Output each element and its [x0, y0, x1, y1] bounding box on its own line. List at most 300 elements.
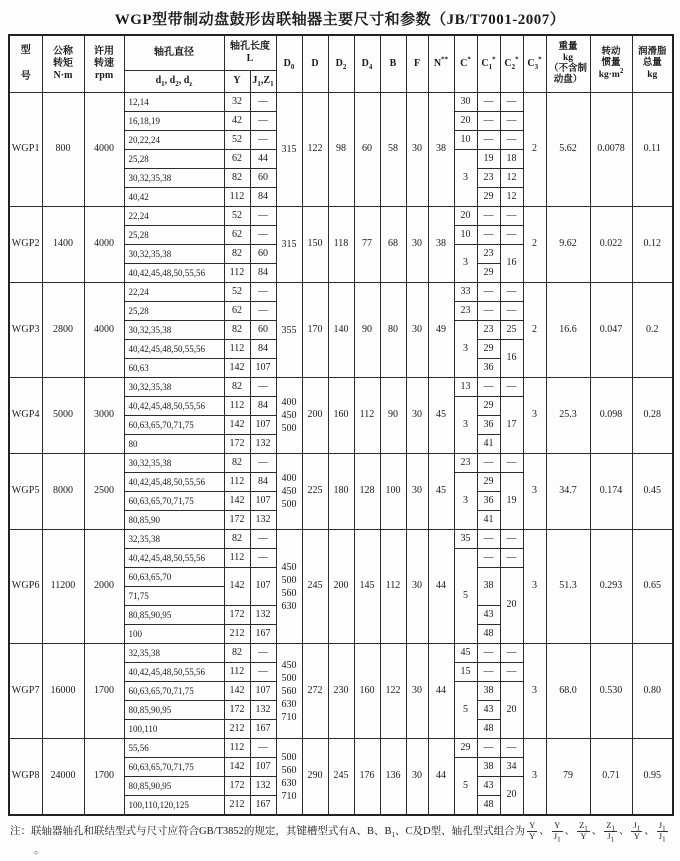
cell-bore-diameters: 71,75 [124, 587, 224, 606]
cell-C2: — [500, 93, 523, 112]
cell-N: 44 [428, 644, 454, 739]
page-title: WGP型带制动盘鼓形齿联轴器主要尺寸和参数（JB/T7001-2007） [114, 12, 566, 28]
cell-D4: 60 [354, 93, 380, 207]
cell-C1: 43 [477, 777, 500, 796]
cell-weight: 51.3 [546, 530, 590, 644]
cell-B: 80 [380, 283, 406, 378]
cell-torque: 24000 [42, 739, 84, 816]
cell-C: 35 [454, 530, 477, 549]
cell-model: WGP4 [9, 378, 42, 454]
cell-length-Y: 112 [224, 663, 250, 682]
cell-length-JZ: 84 [250, 264, 276, 283]
cell-bore-diameters: 30,32,35,38 [124, 378, 224, 397]
cell-model: WGP2 [9, 207, 42, 283]
col-header-torque: 公称 转矩 N·m [42, 35, 84, 93]
cell-speed: 1700 [84, 644, 124, 739]
cell-C3: 2 [523, 283, 546, 378]
cell-torque: 8000 [42, 454, 84, 530]
cell-length-JZ: 60 [250, 245, 276, 264]
cell-length-Y: 142 [224, 568, 250, 606]
cell-C: 45 [454, 644, 477, 663]
cell-speed: 2000 [84, 530, 124, 644]
cell-model: WGP8 [9, 739, 42, 816]
cell-speed: 4000 [84, 93, 124, 207]
cell-D0: 400 450 500 [276, 378, 302, 454]
cell-C1: 48 [477, 720, 500, 739]
cell-length-Y: 52 [224, 207, 250, 226]
col-header-weight: 重量 kg （不含制 动盘） [546, 35, 590, 93]
cell-bore-diameters: 30,32,35,38 [124, 454, 224, 473]
footnote-separator: 、 [618, 825, 630, 837]
cell-C1: — [477, 226, 500, 245]
cell-C1: — [477, 454, 500, 473]
cell-model: WGP5 [9, 454, 42, 530]
cell-weight: 5.62 [546, 93, 590, 207]
cell-bore-diameters: 22,24 [124, 207, 224, 226]
col-header-Y: Y [224, 71, 250, 93]
cell-bore-diameters: 100 [124, 625, 224, 644]
cell-bore-diameters: 40,42,45,48,50,55,56 [124, 473, 224, 492]
cell-C: 15 [454, 663, 477, 682]
cell-C3: 3 [523, 378, 546, 454]
cell-length-JZ: 84 [250, 188, 276, 207]
cell-C1: 36 [477, 416, 500, 435]
cell-C1: 48 [477, 625, 500, 644]
cell-length-JZ: 84 [250, 473, 276, 492]
cell-length-Y: 142 [224, 416, 250, 435]
cell-C1: 43 [477, 606, 500, 625]
cell-C1: 36 [477, 359, 500, 378]
cell-C2: 19 [500, 473, 523, 530]
cell-D0: 400 450 500 [276, 454, 302, 530]
cell-B: 58 [380, 93, 406, 207]
cell-length-Y: 212 [224, 625, 250, 644]
footnote-separator: 、 [564, 825, 576, 837]
col-header-inertia: 转动 惯量 $kg\cdot m^2$ [590, 35, 632, 93]
cell-weight: 79 [546, 739, 590, 816]
cell-model: WGP3 [9, 283, 42, 378]
cell-bore-diameters: 40,42,45,48,50,55,56 [124, 340, 224, 359]
cell-length-Y: 112 [224, 340, 250, 359]
cell-B: 90 [380, 378, 406, 454]
cell-C: 5 [454, 549, 477, 644]
cell-D4: 160 [354, 644, 380, 739]
footnote [10, 821, 670, 859]
cell-N: 45 [428, 454, 454, 530]
cell-length-JZ: — [250, 112, 276, 131]
cell-bore-diameters: 32,35,38 [124, 644, 224, 663]
cell-C1: — [477, 739, 500, 758]
cell-speed: 4000 [84, 207, 124, 283]
cell-bore-diameters: 55,56 [124, 739, 224, 758]
cell-C1: 23 [477, 245, 500, 264]
cell-length-JZ: 132 [250, 511, 276, 530]
cell-torque: 1400 [42, 207, 84, 283]
cell-bore-diameters: 60,63,65,70,71,75 [124, 492, 224, 511]
cell-length-Y: 172 [224, 606, 250, 625]
cell-C1: — [477, 644, 500, 663]
cell-C1: 38 [477, 682, 500, 701]
cell-length-JZ: — [250, 283, 276, 302]
cell-bore-diameters: 80,85,90,95 [124, 606, 224, 625]
cell-B: 122 [380, 644, 406, 739]
cell-bore-diameters: 20,22,24 [124, 131, 224, 150]
cell-bore-diameters: 30,32,35,38 [124, 245, 224, 264]
cell-length-JZ: 84 [250, 340, 276, 359]
cell-bore-diameters: 60,63,65,70,71,75 [124, 682, 224, 701]
cell-length-JZ: 167 [250, 720, 276, 739]
cell-C2: 25 [500, 321, 523, 340]
cell-torque: 16000 [42, 644, 84, 739]
cell-B: 68 [380, 207, 406, 283]
cell-C: 10 [454, 131, 477, 150]
cell-C2: — [500, 454, 523, 473]
cell-length-Y: 62 [224, 226, 250, 245]
cell-length-Y: 142 [224, 682, 250, 701]
cell-C: 5 [454, 682, 477, 739]
cell-model: WGP1 [9, 93, 42, 207]
cell-D2: 230 [328, 644, 354, 739]
cell-length-JZ: — [250, 739, 276, 758]
cell-inertia: 0.71 [590, 739, 632, 816]
cell-D: 290 [302, 739, 328, 816]
cell-D2: 118 [328, 207, 354, 283]
cell-bore-diameters: 80,85,90 [124, 511, 224, 530]
cell-length-Y: 142 [224, 758, 250, 777]
cell-C2: 20 [500, 777, 523, 816]
cell-C2: — [500, 283, 523, 302]
cell-D0: 450 500 560 630 710 [276, 644, 302, 739]
cell-length-Y: 212 [224, 720, 250, 739]
col-header-B: B [380, 35, 406, 93]
cell-C2: 18 [500, 150, 523, 169]
cell-C: 3 [454, 245, 477, 283]
cell-C2: 16 [500, 245, 523, 283]
cell-grease: 0.80 [632, 644, 673, 739]
col-header-N: N** [428, 35, 454, 93]
cell-C1: — [477, 549, 500, 568]
cell-length-JZ: 60 [250, 169, 276, 188]
cell-inertia: 0.530 [590, 644, 632, 739]
cell-weight: 68.0 [546, 644, 590, 739]
cell-C1: 36 [477, 492, 500, 511]
cell-length-Y: 112 [224, 188, 250, 207]
cell-length-JZ: 107 [250, 568, 276, 606]
cell-torque: 11200 [42, 530, 84, 644]
col-header-C: C* [454, 35, 477, 93]
cell-N: 38 [428, 207, 454, 283]
footnote-separator: 、 [591, 825, 603, 837]
cell-bore-diameters: 22,24 [124, 283, 224, 302]
col-header-C1: $C_1^*$ [477, 35, 500, 93]
cell-inertia: 0.022 [590, 207, 632, 283]
cell-C3: 3 [523, 644, 546, 739]
cell-bore-diameters: 80,85,90,95 [124, 777, 224, 796]
bore-combination-fraction: $\frac{Z_1}{Y}$ [579, 820, 588, 841]
col-header-F: F [406, 35, 428, 93]
cell-grease: 0.11 [632, 93, 673, 207]
cell-length-JZ: — [250, 530, 276, 549]
cell-C1: 29 [477, 340, 500, 359]
bore-combination-fraction: $\frac{Y}{J_1}$ [553, 820, 561, 844]
cell-F: 30 [406, 378, 428, 454]
cell-C2: — [500, 644, 523, 663]
cell-D4: 128 [354, 454, 380, 530]
footnote-separator: 、 [539, 825, 550, 837]
cell-C1: 38 [477, 758, 500, 777]
cell-length-JZ: — [250, 93, 276, 112]
cell-length-JZ: — [250, 302, 276, 321]
cell-speed: 3000 [84, 378, 124, 454]
cell-bore-diameters: 60,63 [124, 359, 224, 378]
cell-D4: 112 [354, 378, 380, 454]
cell-C1: — [477, 283, 500, 302]
cell-D2: 98 [328, 93, 354, 207]
col-header-d-sizes: $d_1$, $d_2$, $d_z$ [124, 71, 224, 93]
col-header-D2: $D_2$ [328, 35, 354, 93]
cell-C1: — [477, 112, 500, 131]
cell-C1: 41 [477, 511, 500, 530]
cell-grease: 0.12 [632, 207, 673, 283]
cell-C1: 23 [477, 321, 500, 340]
cell-length-JZ: 132 [250, 435, 276, 454]
col-header-speed: 许用 转速 rpm [84, 35, 124, 93]
cell-C2: 17 [500, 397, 523, 454]
cell-C1: 41 [477, 435, 500, 454]
cell-speed: 1700 [84, 739, 124, 816]
cell-C: 5 [454, 758, 477, 816]
cell-length-Y: 112 [224, 549, 250, 568]
cell-bore-diameters: 80,85,90,95 [124, 701, 224, 720]
cell-C: 3 [454, 473, 477, 530]
cell-C: 30 [454, 93, 477, 112]
cell-length-Y: 82 [224, 378, 250, 397]
cell-D4: 77 [354, 207, 380, 283]
cell-length-Y: 32 [224, 93, 250, 112]
cell-D: 225 [302, 454, 328, 530]
cell-grease: 0.28 [632, 378, 673, 454]
cell-weight: 9.62 [546, 207, 590, 283]
cell-C2: 12 [500, 169, 523, 188]
cell-D4: 145 [354, 530, 380, 644]
cell-length-JZ: — [250, 549, 276, 568]
cell-length-Y: 172 [224, 511, 250, 530]
cell-length-JZ: 107 [250, 492, 276, 511]
cell-length-JZ: 167 [250, 796, 276, 816]
cell-weight: 16.6 [546, 283, 590, 378]
cell-length-Y: 82 [224, 644, 250, 663]
cell-C2: 20 [500, 682, 523, 739]
cell-N: 49 [428, 283, 454, 378]
cell-length-JZ: — [250, 454, 276, 473]
cell-C1: 38 [477, 568, 500, 606]
header-row-1 [9, 35, 673, 71]
cell-length-Y: 52 [224, 131, 250, 150]
cell-C1: 29 [477, 473, 500, 492]
cell-length-Y: 82 [224, 169, 250, 188]
cell-length-Y: 62 [224, 302, 250, 321]
cell-C1: — [477, 302, 500, 321]
cell-D0: 315 [276, 93, 302, 207]
cell-length-Y: 142 [224, 492, 250, 511]
cell-torque: 5000 [42, 378, 84, 454]
cell-length-JZ: — [250, 378, 276, 397]
cell-N: 38 [428, 93, 454, 207]
cell-F: 30 [406, 454, 428, 530]
cell-length-Y: 212 [224, 796, 250, 816]
cell-D2: 245 [328, 739, 354, 816]
table-row [9, 739, 673, 758]
cell-length-Y: 172 [224, 701, 250, 720]
cell-grease: 0.65 [632, 530, 673, 644]
cell-D: 170 [302, 283, 328, 378]
cell-bore-diameters: 40,42,45,48,50,55,56 [124, 397, 224, 416]
cell-length-JZ: 107 [250, 359, 276, 378]
cell-B: 112 [380, 530, 406, 644]
table-row [9, 207, 673, 226]
cell-C1: 43 [477, 701, 500, 720]
cell-bore-diameters: 40,42,45,48,50,55,56 [124, 264, 224, 283]
table-row [9, 283, 673, 302]
cell-B: 136 [380, 739, 406, 816]
cell-D0: 450 500 560 630 [276, 530, 302, 644]
cell-C2: 12 [500, 188, 523, 207]
cell-length-Y: 82 [224, 530, 250, 549]
cell-C3: 3 [523, 530, 546, 644]
cell-C1: — [477, 663, 500, 682]
cell-speed: 4000 [84, 283, 124, 378]
cell-C1: 19 [477, 150, 500, 169]
cell-length-Y: 82 [224, 245, 250, 264]
cell-model: WGP6 [9, 530, 42, 644]
table-row [9, 454, 673, 473]
cell-C3: 3 [523, 454, 546, 530]
cell-length-JZ: 132 [250, 606, 276, 625]
cell-C: 3 [454, 150, 477, 207]
cell-C: 3 [454, 321, 477, 378]
cell-length-JZ: 132 [250, 701, 276, 720]
col-header-C3: $C_3^*$ [523, 35, 546, 93]
cell-length-Y: 112 [224, 739, 250, 758]
cell-length-JZ: 84 [250, 397, 276, 416]
table-header [9, 35, 673, 93]
bore-combination-fraction: $\frac{Y}{Y}$ [529, 820, 536, 841]
cell-length-JZ: 107 [250, 682, 276, 701]
cell-inertia: 0.047 [590, 283, 632, 378]
cell-length-Y: 82 [224, 454, 250, 473]
cell-N: 44 [428, 739, 454, 816]
cell-weight: 25.3 [546, 378, 590, 454]
cell-D: 150 [302, 207, 328, 283]
footnote-text: 。 [34, 844, 45, 856]
cell-F: 30 [406, 207, 428, 283]
cell-length-JZ: — [250, 207, 276, 226]
footnote-text: 注：联轴器轴孔和联结型式与尺寸应符合GB/T3852的规定，其键槽型式有A、B、$B_1$、C及D型、轴孔型式组合为 [10, 825, 526, 839]
cell-C3: 2 [523, 207, 546, 283]
spec-table [8, 34, 674, 816]
cell-torque: 800 [42, 93, 84, 207]
cell-C2: — [500, 663, 523, 682]
cell-C3: 3 [523, 739, 546, 816]
cell-speed: 2500 [84, 454, 124, 530]
cell-length-JZ: 132 [250, 777, 276, 796]
cell-F: 30 [406, 93, 428, 207]
cell-model: WGP7 [9, 644, 42, 739]
cell-C1: 23 [477, 169, 500, 188]
col-header-grease: 润滑脂 总量 kg [632, 35, 673, 93]
cell-bore-diameters: 25,28 [124, 150, 224, 169]
cell-bore-diameters: 80 [124, 435, 224, 454]
cell-N: 44 [428, 530, 454, 644]
cell-C2: — [500, 226, 523, 245]
cell-length-JZ: 107 [250, 416, 276, 435]
cell-C1: 29 [477, 188, 500, 207]
cell-C2: — [500, 131, 523, 150]
cell-D2: 160 [328, 378, 354, 454]
cell-length-Y: 172 [224, 777, 250, 796]
cell-length-Y: 112 [224, 264, 250, 283]
table-row [9, 530, 673, 549]
cell-bore-diameters: 100,110,120,125 [124, 796, 224, 816]
cell-length-JZ: 107 [250, 758, 276, 777]
cell-length-Y: 62 [224, 150, 250, 169]
cell-grease: 0.95 [632, 739, 673, 816]
cell-D4: 90 [354, 283, 380, 378]
cell-C2: — [500, 207, 523, 226]
cell-C2: 16 [500, 340, 523, 378]
cell-C1: — [477, 131, 500, 150]
cell-D2: 200 [328, 530, 354, 644]
col-header-C2: $C_2^*$ [500, 35, 523, 93]
cell-C: 20 [454, 207, 477, 226]
cell-length-JZ: — [250, 663, 276, 682]
cell-length-JZ: 60 [250, 321, 276, 340]
cell-F: 30 [406, 530, 428, 644]
cell-F: 30 [406, 739, 428, 816]
cell-bore-diameters: 100,110 [124, 720, 224, 739]
cell-bore-diameters: 30,32,35,38 [124, 321, 224, 340]
cell-C3: 2 [523, 93, 546, 207]
cell-C: 29 [454, 739, 477, 758]
cell-C: 23 [454, 454, 477, 473]
cell-D: 245 [302, 530, 328, 644]
cell-D0: 315 [276, 207, 302, 283]
col-header-JZ: $J_1,Z_1$ [250, 71, 276, 93]
cell-D0: 355 [276, 283, 302, 378]
cell-inertia: 0.174 [590, 454, 632, 530]
footnote-separator: 、 [644, 825, 655, 837]
cell-inertia: 0.0078 [590, 93, 632, 207]
cell-C2: — [500, 739, 523, 758]
cell-N: 45 [428, 378, 454, 454]
cell-bore-diameters: 60,63,65,70,71,75 [124, 416, 224, 435]
cell-weight: 34.7 [546, 454, 590, 530]
bore-combination-fraction: $\frac{J_1}{Y}$ [633, 820, 641, 841]
cell-grease: 0.2 [632, 283, 673, 378]
cell-inertia: 0.098 [590, 378, 632, 454]
cell-bore-diameters: 40,42,45,48,50,55,56 [124, 663, 224, 682]
cell-C: 33 [454, 283, 477, 302]
table-row [9, 93, 673, 112]
cell-bore-diameters: 40,42,45,48,50,55,56 [124, 549, 224, 568]
cell-D: 272 [302, 644, 328, 739]
cell-length-Y: 142 [224, 359, 250, 378]
cell-C1: — [477, 378, 500, 397]
col-header-D0: $D_0$ [276, 35, 302, 93]
cell-C: 23 [454, 302, 477, 321]
cell-D2: 180 [328, 454, 354, 530]
cell-length-Y: 82 [224, 321, 250, 340]
